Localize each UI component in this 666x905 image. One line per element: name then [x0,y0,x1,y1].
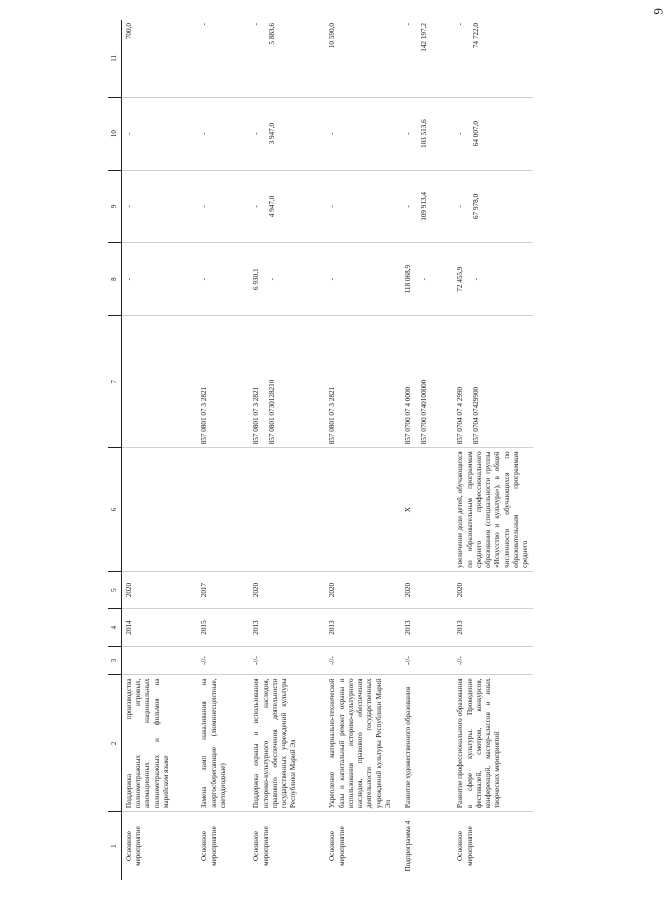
cell-value: 2013 [456,620,465,635]
cell-end-year [325,571,401,608]
cell-start-year [197,609,249,646]
column-header: 4 [108,609,121,646]
cell-value: - [456,23,465,26]
cell-value-second-line: 857 0704 07429900 [471,386,480,445]
table-row [197,20,249,880]
cell-indicator [453,448,533,571]
cell-value: 857 0801 07 3 2821 [252,386,261,445]
cell-event-type [453,812,533,880]
cell-value: - [200,277,209,281]
table-row [453,20,533,880]
cell-value-second-line: - [267,277,276,281]
cell-budget-code [197,316,249,448]
cell-value: - [200,132,209,135]
cell-amount-2016 [325,20,401,97]
cell-value: - [124,277,133,281]
cell-value-second-line: 64 007,0 [471,121,480,147]
cell-start-year [249,609,325,646]
table-row [401,20,453,880]
cell-budget-code [249,316,325,448]
cell-end-year [453,571,533,608]
cell-executor [249,646,325,675]
column-header: 10 [108,97,121,170]
column-header: 11 [108,20,121,97]
cell-amount-2013 [453,243,533,316]
table-row [249,20,325,880]
cell-value: Развитие профессионального образования в сфере культуры. Проведение фестивалей, смотров, конкурсов, конференций, мастер-классов и иных творческих мероприятий [456,678,502,809]
cell-amount-2015 [121,97,197,170]
cell-value: Развитие художественного образования [404,686,413,809]
cell-event-name [121,675,197,812]
cell-amount-2013 [325,243,401,316]
column-number-header [108,20,121,880]
cell-amount-2014 [249,170,325,243]
cell-value-second-line: 109 913,4 [419,192,428,221]
cell-value: - [124,205,133,208]
cell-value: - [252,132,261,135]
cell-value: 2013 [404,620,413,635]
column-header: 1 [108,812,121,880]
cell-start-year [325,609,401,646]
cell-value: 2020 [404,582,413,598]
cell-value-second-line: 3 947,0 [267,122,276,145]
cell-event-type [197,812,249,880]
cell-value: увеличение доли детей, обучающихся по образовательным программам среднего профессионального образования (специальности группы «Искусство и культура»), в общей численности обучающихся по образовательным программам среднего [456,451,529,568]
cell-value: 857 0700 07 4 0000 [404,386,413,445]
cell-value: - [252,23,261,26]
cell-event-name [401,675,453,812]
cell-value-second-line: 74 722,0 [471,23,480,49]
cell-value: - [200,205,209,208]
cell-value: 2020 [252,582,261,598]
cell-value: X [404,506,413,513]
cell-amount-2015 [197,97,249,170]
cell-budget-code [121,316,197,448]
cell-value-second-line: 857 0801 0730128210 [267,379,276,445]
cell-value: 2020 [456,582,465,598]
cell-value: Поддержка производства полнометражных игровых, анимационных национальных полнометражных и фильмов на марийском языке [124,678,170,809]
cell-amount-2016 [453,20,533,97]
cell-end-year [197,571,249,608]
column-header: 9 [108,170,121,243]
cell-value: -//- [404,656,413,666]
cell-amount-2016 [249,20,325,97]
cell-amount-2015 [249,97,325,170]
cell-executor [401,646,453,675]
cell-value: - [124,132,133,135]
cell-budget-code [325,316,401,448]
cell-executor [325,646,401,675]
cell-value: -//- [200,656,209,666]
cell-value-second-line: 5 883,6 [267,23,276,45]
cell-value: - [328,205,337,208]
cell-amount-2015 [401,97,453,170]
cell-event-name [453,675,533,812]
cell-value: 10 590,0 [328,23,337,49]
cell-budget-code [401,316,453,448]
cell-value: Основное мероприятие [200,826,218,866]
cell-amount-2014 [325,170,401,243]
cell-event-type [401,812,453,880]
cell-amount-2014 [121,170,197,243]
cell-value: 2020 [328,582,337,598]
cell-end-year [121,571,197,608]
cell-value: - [404,23,413,26]
table-row [325,20,401,880]
cell-amount-2013 [197,243,249,316]
cell-end-year [401,571,453,608]
column-header: 3 [108,646,121,675]
page-number: 6 [651,8,666,15]
cell-start-year [121,609,197,646]
cell-end-year [249,571,325,608]
cell-value: - [404,205,413,208]
cell-value: 2014 [124,620,133,635]
cell-amount-2015 [453,97,533,170]
cell-event-type [325,812,401,880]
cell-amount-2016 [197,20,249,97]
cell-value: Укрепление материально-технической базы и капитальный ремонт охраны и использования историко-культурного наследия, правового обеспечения деятельности государственных учреждений культуры Республики Марий Эл [328,678,392,809]
cell-event-type [249,812,325,880]
cell-executor [197,646,249,675]
cell-value: -//- [456,656,465,666]
cell-amount-2016 [401,20,453,97]
cell-value: Основное мероприятие [252,826,270,866]
cell-value: Основное мероприятие [456,826,474,866]
cell-event-name [197,675,249,812]
cell-value: 857 0801 07 3 2821 [328,386,337,445]
cell-value-second-line: - [471,277,480,281]
cell-value: 118 068,9 [404,264,413,294]
cell-value: 700,0 [124,23,133,40]
cell-value: Основное мероприятие [328,826,346,866]
cell-value: -//- [328,656,337,666]
cell-start-year [453,609,533,646]
program-table [108,20,533,880]
cell-value: 2013 [252,620,261,635]
cell-indicator [325,448,401,571]
cell-indicator [121,448,197,571]
cell-value: - [456,132,465,135]
cell-value: - [328,132,337,135]
cell-amount-2013 [249,243,325,316]
cell-executor [121,646,197,675]
cell-amount-2013 [401,243,453,316]
column-header: 2 [108,675,121,812]
program-table-sheet [108,20,628,880]
cell-value: - [456,205,465,208]
cell-budget-code [453,316,533,448]
cell-value-second-line: 4 947,0 [267,195,276,218]
cell-value: -//- [252,656,261,666]
cell-value: 857 0704 07 4 2990 [456,386,465,445]
cell-value: 2020 [124,582,133,598]
cell-value: 2017 [200,582,209,598]
cell-value: 72 455,9 [456,266,465,292]
cell-value-second-line: - [419,277,428,281]
column-header: 5 [108,571,121,608]
cell-value: Основное мероприятие [124,826,143,866]
column-header: 6 [108,448,121,571]
cell-amount-2014 [453,170,533,243]
table-row [121,20,197,880]
cell-executor [453,646,533,675]
cell-amount-2013 [121,243,197,316]
cell-value: Подпрограмма 4 [404,820,413,872]
cell-value: - [404,132,413,135]
cell-event-type [121,812,197,880]
cell-amount-2014 [401,170,453,243]
column-header: 7 [108,316,121,448]
cell-indicator [249,448,325,571]
cell-indicator [401,448,453,571]
cell-value: - [252,205,261,208]
cell-amount-2014 [197,170,249,243]
cell-indicator [197,448,249,571]
cell-value: - [200,23,209,26]
column-header: 8 [108,243,121,316]
cell-value-second-line: 142 197,2 [419,23,428,52]
cell-event-name [325,675,401,812]
cell-value: Поддержка охраны и использования историко-культурного наследия, правового обеспечения деятельности государственных учреждений культуры Республики Марий Эл [252,678,298,809]
cell-event-name [249,675,325,812]
cell-value-second-line: 857 0700 0740100000 [419,379,428,445]
cell-start-year [401,609,453,646]
cell-value: 857 0801 07 3 2821 [200,386,209,445]
cell-value: Замена ламп накаливания на энергосберегающие (люминесцентные, светодиодные) [200,678,227,809]
cell-amount-2016 [121,20,197,97]
cell-value: - [328,277,337,281]
cell-value: 2015 [200,620,209,635]
cell-amount-2015 [325,97,401,170]
cell-value: 6 930,1 [252,268,261,290]
cell-value: 2013 [328,620,337,635]
cell-value-second-line: 103 513,6 [419,119,428,149]
cell-value-second-line: 67 978,0 [471,193,480,219]
